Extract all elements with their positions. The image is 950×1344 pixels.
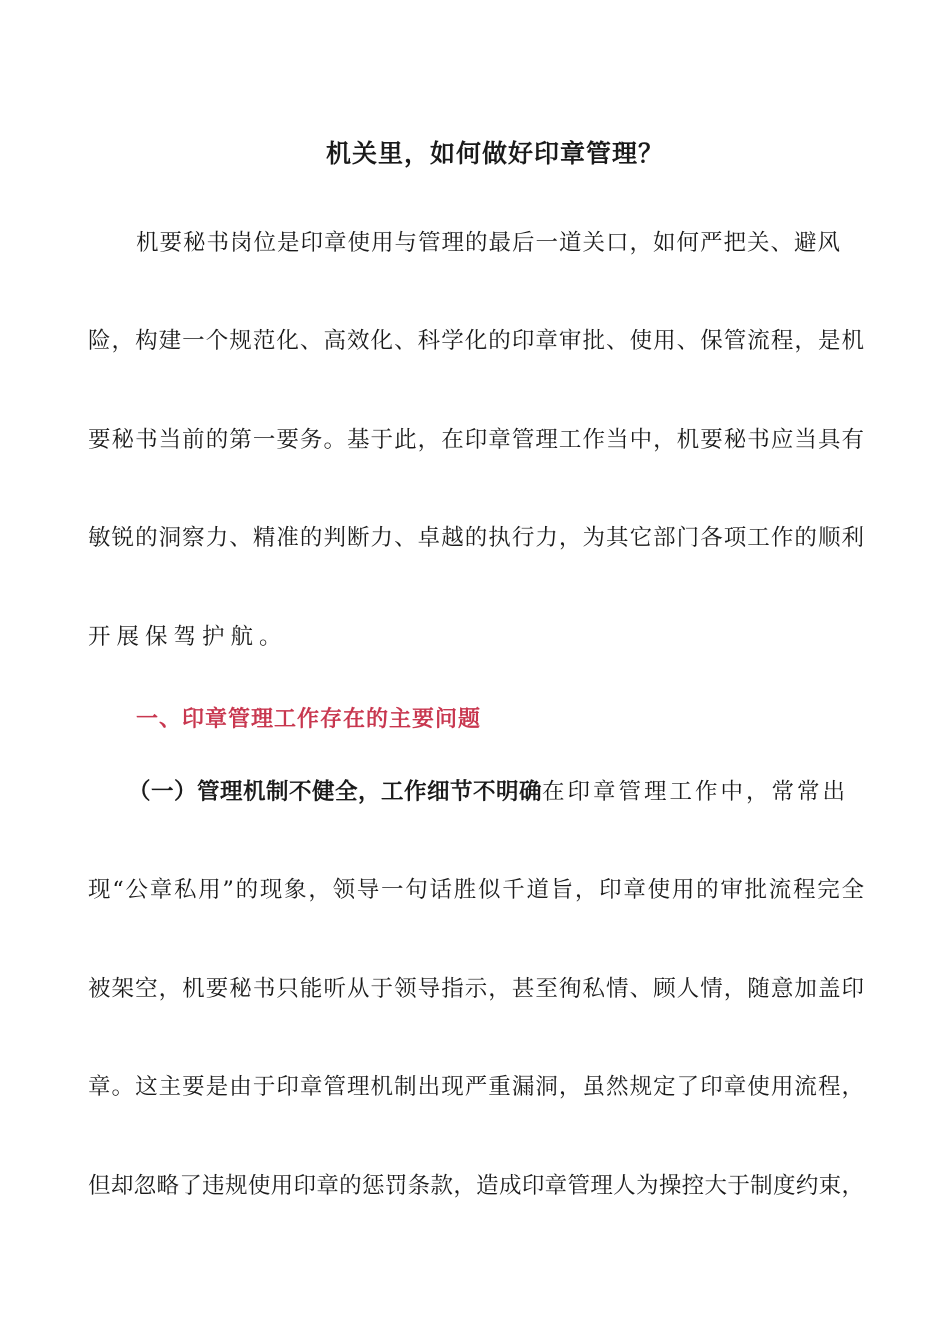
paragraph-line: 要秘书当前的第一要务。基于此，在印章管理工作当中，机要秘书应当具有 (88, 427, 864, 453)
paragraph-line: 现“公章私用”的现象，领导一句话胜似千道旨，印章使用的审批流程完全 (88, 877, 864, 903)
subsection-lead-text: 在印章管理工作中，常常出 (542, 779, 849, 805)
subsection-lead-line (128, 777, 849, 807)
document-title: 机关里，如何做好印章管理？ (325, 139, 664, 168)
section-heading: 一、印章管理工作存在的主要问题 (136, 707, 482, 732)
paragraph-line: 机要秘书岗位是印章使用与管理的最后一道关口，如何严把关、避风 (136, 230, 840, 256)
paragraph-line: 但却忽略了违规使用印章的惩罚条款，造成印章管理人为操控大于制度约束， (88, 1173, 864, 1199)
paragraph-line: 开展保驾护航。 (88, 624, 288, 650)
paragraph-line: 敏锐的洞察力、精准的判断力、卓越的执行力，为其它部门各项工作的顺利 (88, 525, 864, 551)
paragraph-line: 被架空，机要秘书只能听从于领导指示，甚至徇私情、顾人情，随意加盖印 (88, 976, 864, 1002)
paragraph-line: 章。这主要是由于印章管理机制出现严重漏洞，虽然规定了印章使用流程， (88, 1074, 864, 1100)
paragraph-line: 险，构建一个规范化、高效化、科学化的印章审批、使用、保管流程，是机 (88, 328, 864, 354)
subsection-heading: （一）管理机制不健全，工作细节不明确 (128, 779, 543, 805)
